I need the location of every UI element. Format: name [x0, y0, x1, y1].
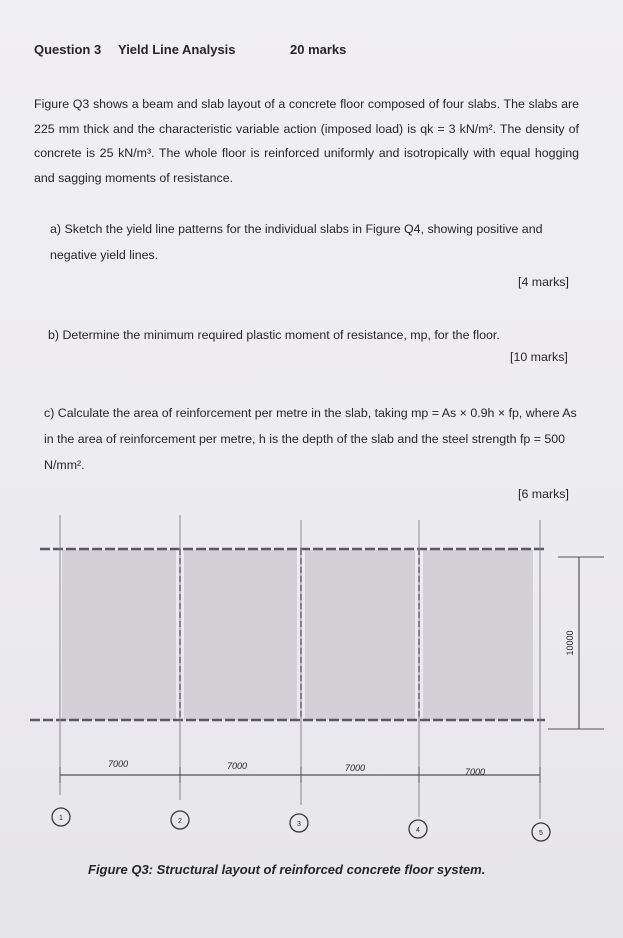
- slab-3: [305, 550, 415, 720]
- question-b-text: Determine the minimum required plastic moment of resistance, mp, for the floor.: [62, 328, 500, 342]
- question-c: [44, 400, 582, 478]
- span-label-3: 7000: [344, 763, 366, 773]
- question-topic: Yield Line Analysis: [118, 42, 236, 57]
- svg-text:3: 3: [297, 821, 301, 828]
- intro-paragraph: Figure Q3 shows a beam and slab layout of a concrete floor composed of four slabs. The slabs are 225 mm thick and the characteristic variable action (imposed load) is qk = 3 kN/m². The density of concrete is 25 kN/m³. The whole floor is reinforced uniformly and isotropically with equal hogging and sagging moments of resistance.: [34, 97, 579, 185]
- question-b-marks: [10 marks]: [510, 350, 568, 364]
- question-number: Question 3: [34, 42, 102, 57]
- question-c-marks: [6 marks]: [518, 487, 569, 501]
- slab-2: [184, 550, 297, 720]
- svg-text:2: 2: [178, 818, 182, 825]
- question-b: [48, 322, 578, 348]
- question-a: [50, 216, 580, 268]
- span-label-1: 7000: [107, 759, 129, 769]
- figure-caption: Figure Q3: Structural layout of reinforced concrete floor system.: [88, 862, 486, 877]
- grid-bubble-5: [532, 823, 550, 841]
- grid-bubble-1: [52, 808, 70, 826]
- grid-bubble-4: [409, 820, 427, 838]
- question-a-text: Sketch the yield line patterns for the individual slabs in Figure Q4, showing positive and negative yield lines.: [50, 222, 543, 262]
- question-marks: 20 marks: [290, 42, 347, 57]
- question-c-text: Calculate the area of reinforcement per metre in the slab, taking mp = As × 0.9h × fp, where As in the area of reinforcement per metre, h is the depth of the slab and the steel strength fp = 500 N/mm².: [44, 406, 577, 472]
- structural-layout-figure: [0, 505, 623, 905]
- grid-bubble-3: [290, 814, 308, 832]
- span-label-4: 7000: [464, 767, 486, 777]
- height-label: 10000: [565, 630, 575, 656]
- question-a-label: a): [50, 222, 62, 236]
- slab-4: [423, 550, 533, 720]
- span-label-2: 7000: [226, 761, 248, 771]
- question-b-label: b): [48, 328, 60, 342]
- svg-text:4: 4: [416, 827, 420, 834]
- slab-1: [62, 550, 176, 720]
- grid-bubble-2: [171, 811, 189, 829]
- svg-text:5: 5: [539, 830, 543, 837]
- svg-text:1: 1: [59, 815, 63, 822]
- question-a-marks: [4 marks]: [518, 275, 569, 289]
- question-c-label: c): [44, 406, 55, 420]
